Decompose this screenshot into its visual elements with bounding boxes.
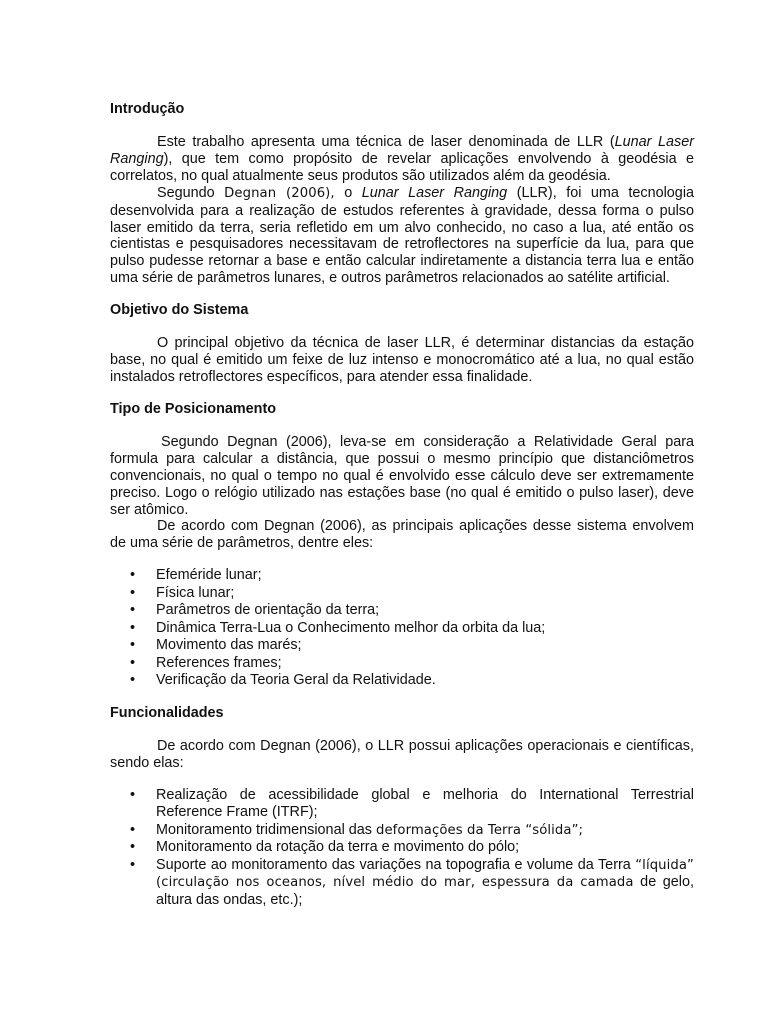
heading-objetivo: Objetivo do Sistema (110, 302, 249, 319)
intro-paragraph-2 (110, 185, 694, 287)
list-item: • Movimento das marés; (110, 637, 694, 655)
list-item (110, 822, 694, 840)
intro-p1-text-b: ), que tem como propósito de revelar aplicações envolvendo à geodésia e correlatos, no qual atualmente seus produtos são utilizados além da geodésia. (110, 150, 694, 184)
objetivo-paragraph: O principal objetivo da técnica de laser LLR, é determinar distancias da estação base, no qual é emitido um feixe de luz intenso e monocromático até a lua, no qual estão instalados retroflectores específicos, para atender essa finalidade. (110, 335, 694, 385)
item2-text-a: Monitoramento tridimensional das (156, 821, 376, 838)
intro-p1-italic: Lunar Laser Ranging (110, 134, 694, 167)
tipo-paragraph-1: Segundo Degnan (2006), leva-se em consideração a Relatividade Geral para formula para calcular a distância, que possui o mesmo princípio que distanciômetros convencionais, no qual o tempo no qual é envolvido esse cálculo deve ser extremamente preciso. Logo o relógio utilizado nas estações base (no qual é emitido o pulso laser), deve ser atômico. (110, 433, 694, 518)
item4-text-b: de gelo, altura das ondas, etc.); (156, 874, 694, 908)
intro-p2-text-a: Segundo (157, 184, 225, 201)
list-item: • Verificação da Teoria Geral da Relatividade. (110, 672, 694, 690)
list-item: • Realização de acessibilidade global e melhoria do International Terrestrial Reference Frame (ITRF); (110, 787, 694, 822)
list-item: • Física lunar; (110, 585, 694, 603)
tipo-paragraph-2: De acordo com Degnan (2006), as principais aplicações desse sistema envolvem de uma série de parâmetros, dentre eles: (110, 518, 694, 552)
intro-paragraph-1 (110, 134, 694, 185)
list-item: • Dinâmica Terra-Lua o Conhecimento melhor da orbita da lua; (110, 620, 694, 638)
parametros-list (110, 567, 694, 690)
list-item: • References frames; (110, 655, 694, 673)
list-item: • Parâmetros de orientação da terra; (110, 602, 694, 620)
item2-text-alt: deformações da Terra “sólida”; (375, 822, 584, 838)
heading-introducao: Introdução (110, 101, 185, 117)
intro-p2-italic: Lunar Laser Ranging (361, 184, 508, 201)
list-item (110, 857, 694, 910)
item4-text-a: Suporte ao monitoramento das variações na topografia e volume da Terra (156, 856, 636, 873)
aplicacoes-list (110, 787, 694, 910)
list-item: • Efeméride lunar; (110, 567, 694, 585)
item4-text-alt: “líquida” (circulação nos oceanos, nível médio do mar, espessura da camada (156, 857, 694, 891)
list-item: • Monitoramento da rotação da terra e movimento do pólo; (110, 839, 694, 857)
heading-funcionalidades: Funcionalidades (110, 704, 224, 721)
intro-p2-citation: Degnan (2006), (224, 185, 335, 201)
intro-p2-text-c: (LLR), foi uma tecnologia desenvolvida para a realização de estudos referentes à gravidade, dessa forma o pulso laser emitido da terra, seria refletido em um alvo conhecido, no caso a lua, até então os cientistas e pesquisadores necessitavam de retroflectores na superfície da lua, para que pulso pudesse retornar a base e então calcular indiretamente a distancia terra lua e então uma série de parâmetros lunares, e outros parâmetros relacionados ao satélite artificial. (110, 184, 695, 287)
intro-p2-text-b: o (334, 184, 362, 201)
func-paragraph: De acordo com Degnan (2006), o LLR possui aplicações operacionais e científicas, sendo elas: (110, 737, 694, 771)
heading-tipo-posicionamento: Tipo de Posicionamento (110, 400, 277, 417)
intro-p1-text-a: Este trabalho apresenta uma técnica de laser denominada de LLR ( (157, 134, 615, 150)
document-body (110, 101, 694, 909)
